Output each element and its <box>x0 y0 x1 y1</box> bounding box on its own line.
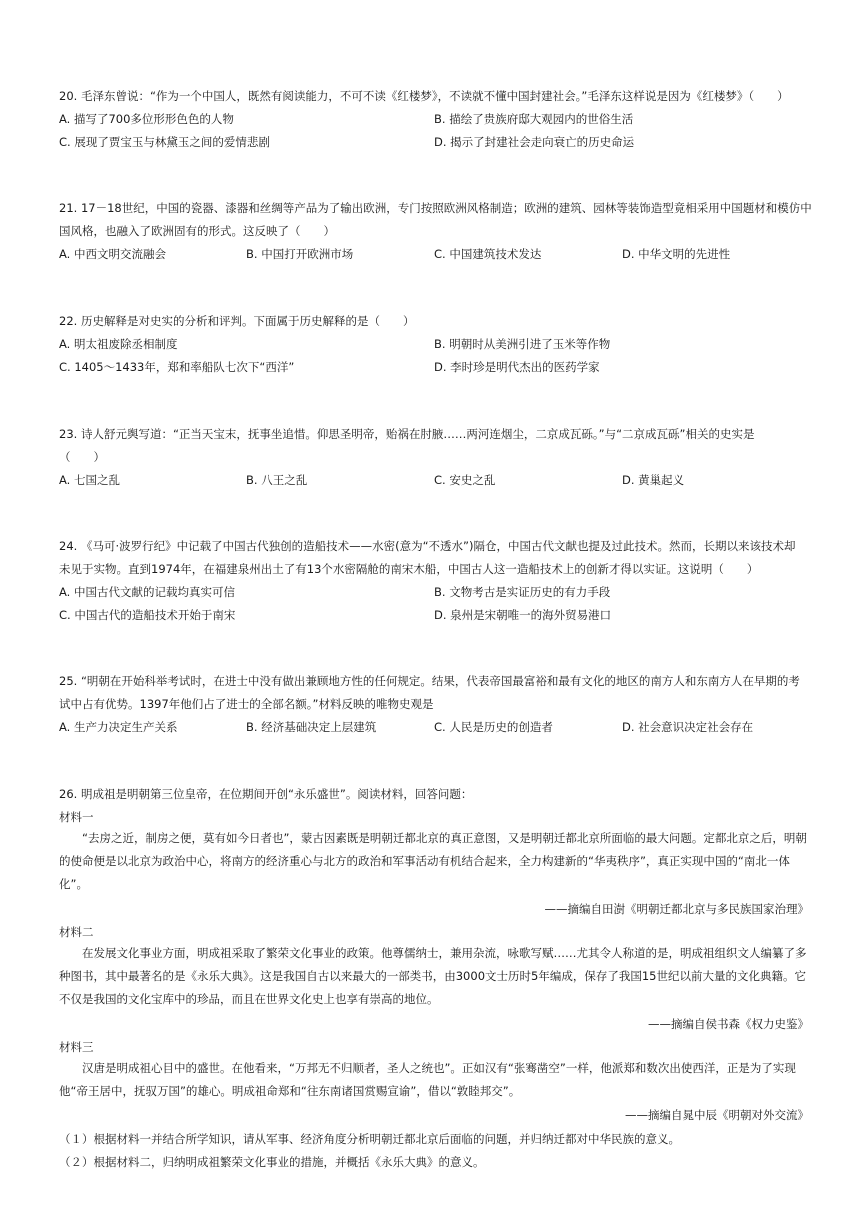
q20-stem: 20. 毛泽东曾说：“作为一个中国人，既然有阅读能力，不可不读《红楼梦》，不读就不懂中国封建社会。”毛泽东这样说是因为《红楼梦》（ ） <box>59 89 789 103</box>
q24-stem-line1: 24. 《马可·波罗行纪》中记载了中国古代独创的造船技术——水密(意为“不透水”)隔仓，中国古代文献也提及过此技术。然而，长期以来该技术却 <box>59 539 796 553</box>
q26-subquestion-2: （２）根据材料二，归纳明成祖繁荣文化事业的措施，并概括《永乐大典》的意义。 <box>59 1155 485 1169</box>
q22-option-b: B. 明朝时从美洲引进了玉米等作物 <box>434 337 611 351</box>
q23-option-c: C. 安史之乱 <box>434 473 496 487</box>
q23-stem-line2: （ ） <box>59 450 105 464</box>
material-1-label: 材料一 <box>59 810 94 824</box>
q20-option-b: B. 描绘了贵族府邸大观园内的世俗生活 <box>434 112 634 126</box>
material-2-text: 在发展文化事业方面，明成祖采取了繁荣文化事业的政策。他尊儒纳士，兼用杂流，咏歌写赋……尤其令人称道的是，明成祖组织文人编纂了多种图书，其中最著名的是《永乐大典》。这是我国自古以来最大的一部类书，由3000文士历时5年编成，保存了我国15世纪以前大量的文化典籍。它不仅是我国的文化宝库中的珍品，而且在世界文化史上也享有崇高的地位。 <box>59 946 807 1006</box>
material-2-label: 材料二 <box>59 925 94 939</box>
q25-option-c: C. 人民是历史的创造者 <box>434 720 553 734</box>
q26-stem: 26. 明成祖是明朝第三位皇帝，在位期间开创“永乐盛世”。阅读材料，回答问题： <box>59 787 473 801</box>
q24-stem-line2: 未见于实物。直到1974年，在福建泉州出土了有13个水密隔舱的南宋木船，中国古人这一造船技术上的创新才得以实证。这说明（ ） <box>59 562 759 576</box>
q23-option-a: A. 七国之乱 <box>59 473 120 487</box>
q21-option-b: B. 中国打开欧洲市场 <box>246 247 354 261</box>
q20-option-c: C. 展现了贾宝玉与林黛玉之间的爱情悲剧 <box>59 135 270 149</box>
q21-stem-line2: 国风格，也融入了欧洲固有的形式。这反映了（ ） <box>59 224 335 238</box>
q25-option-b: B. 经济基础决定上层建筑 <box>246 720 377 734</box>
material-1-text: “去房之近，制房之便，莫有如今日者也”，蒙古因素既是明朝迁都北京的真正意图，又是明朝迁都北京所面临的最大问题。定都北京之后，明朝的使命便是以北京为政治中心，将南方的经济重心与北方的政治和军事活动有机结合起来，全力构建新的“华夷秩序”，真正实现中国的“南北一体化”。 <box>59 831 807 891</box>
q20-option-d: D. 揭示了封建社会走向衰亡的历史命运 <box>434 135 635 149</box>
q23-option-b: B. 八王之乱 <box>246 473 308 487</box>
q25-stem-line2: 试中占有优势。1397年他们占了进士的全部名额。”材料反映的唯物史观是 <box>59 697 434 711</box>
q24-option-d: D. 泉州是宋朝唯一的海外贸易港口 <box>434 608 612 622</box>
q26-subquestion-1: （１）根据材料一并结合所学知识，请从军事、经济角度分析明朝迁都北京后面临的问题，并归纳迁都对中华民族的意义。 <box>59 1132 680 1146</box>
q21-stem-line1: 21. 17－18世纪，中国的瓷器、漆器和丝绸等产品为了输出欧洲，专门按照欧洲风格制造；欧洲的建筑、园林等装饰造型竟相采用中国题材和模仿中 <box>59 201 812 215</box>
q24-option-b: B. 文物考古是实证历史的有力手段 <box>434 585 611 599</box>
material-2-source: ——摘编自侯书森《权力史鉴》 <box>648 1017 809 1031</box>
q22-option-a: A. 明太祖废除丞相制度 <box>59 337 178 351</box>
q24-option-c: C. 中国古代的造船技术开始于南宋 <box>59 608 236 622</box>
q21-option-c: C. 中国建筑技术发达 <box>434 247 542 261</box>
q21-option-d: D. 中华文明的先进性 <box>622 247 731 261</box>
q25-stem-line1: 25. “明朝在开始科举考试时，在进士中没有做出兼顾地方性的任何规定。结果，代表帝国最富裕和最有文化的地区的南方人和东南方人在早期的考 <box>59 674 800 688</box>
material-3-label: 材料三 <box>59 1040 94 1054</box>
q23-option-d: D. 黄巢起义 <box>622 473 685 487</box>
q25-option-d: D. 社会意识决定社会存在 <box>622 720 754 734</box>
q20-option-a: A. 描写了700多位形形色色的人物 <box>59 112 234 126</box>
q21-option-a: A. 中西文明交流融会 <box>59 247 166 261</box>
q22-option-c: C. 1405～1433年，郑和率船队七次下“西洋” <box>59 360 295 374</box>
material-3-text: 汉唐是明成祖心目中的盛世。在他看来，“万邦无不归顺者，圣人之统也”。正如汉有“张骞凿空”一样，他派郑和数次出使西洋，正是为了实现他“帝王居中，抚驭万国”的雄心。明成祖命郑和“往东南诸国赏赐宣谕”，借以“敦睦邦交”。 <box>59 1061 796 1098</box>
material-3-source: ——摘编自晁中辰《明朝对外交流》 <box>625 1108 809 1122</box>
material-1-source: ——摘编自田澍《明朝迁都北京与多民族国家治理》 <box>544 902 809 916</box>
q24-option-a: A. 中国古代文献的记载均真实可信 <box>59 585 235 599</box>
q23-stem-line1: 23. 诗人舒元舆写道：“正当天宝末，抚事坐追惜。仰思圣明帝，贻祸在肘腋……两河连烟尘，二京成瓦砾。”与“二京成瓦砾”相关的史实是 <box>59 427 755 441</box>
q22-stem: 22. 历史解释是对史实的分析和评判。下面属于历史解释的是（ ） <box>59 314 415 328</box>
q25-option-a: A. 生产力决定生产关系 <box>59 720 178 734</box>
q22-option-d: D. 李时珍是明代杰出的医药学家 <box>434 360 600 374</box>
